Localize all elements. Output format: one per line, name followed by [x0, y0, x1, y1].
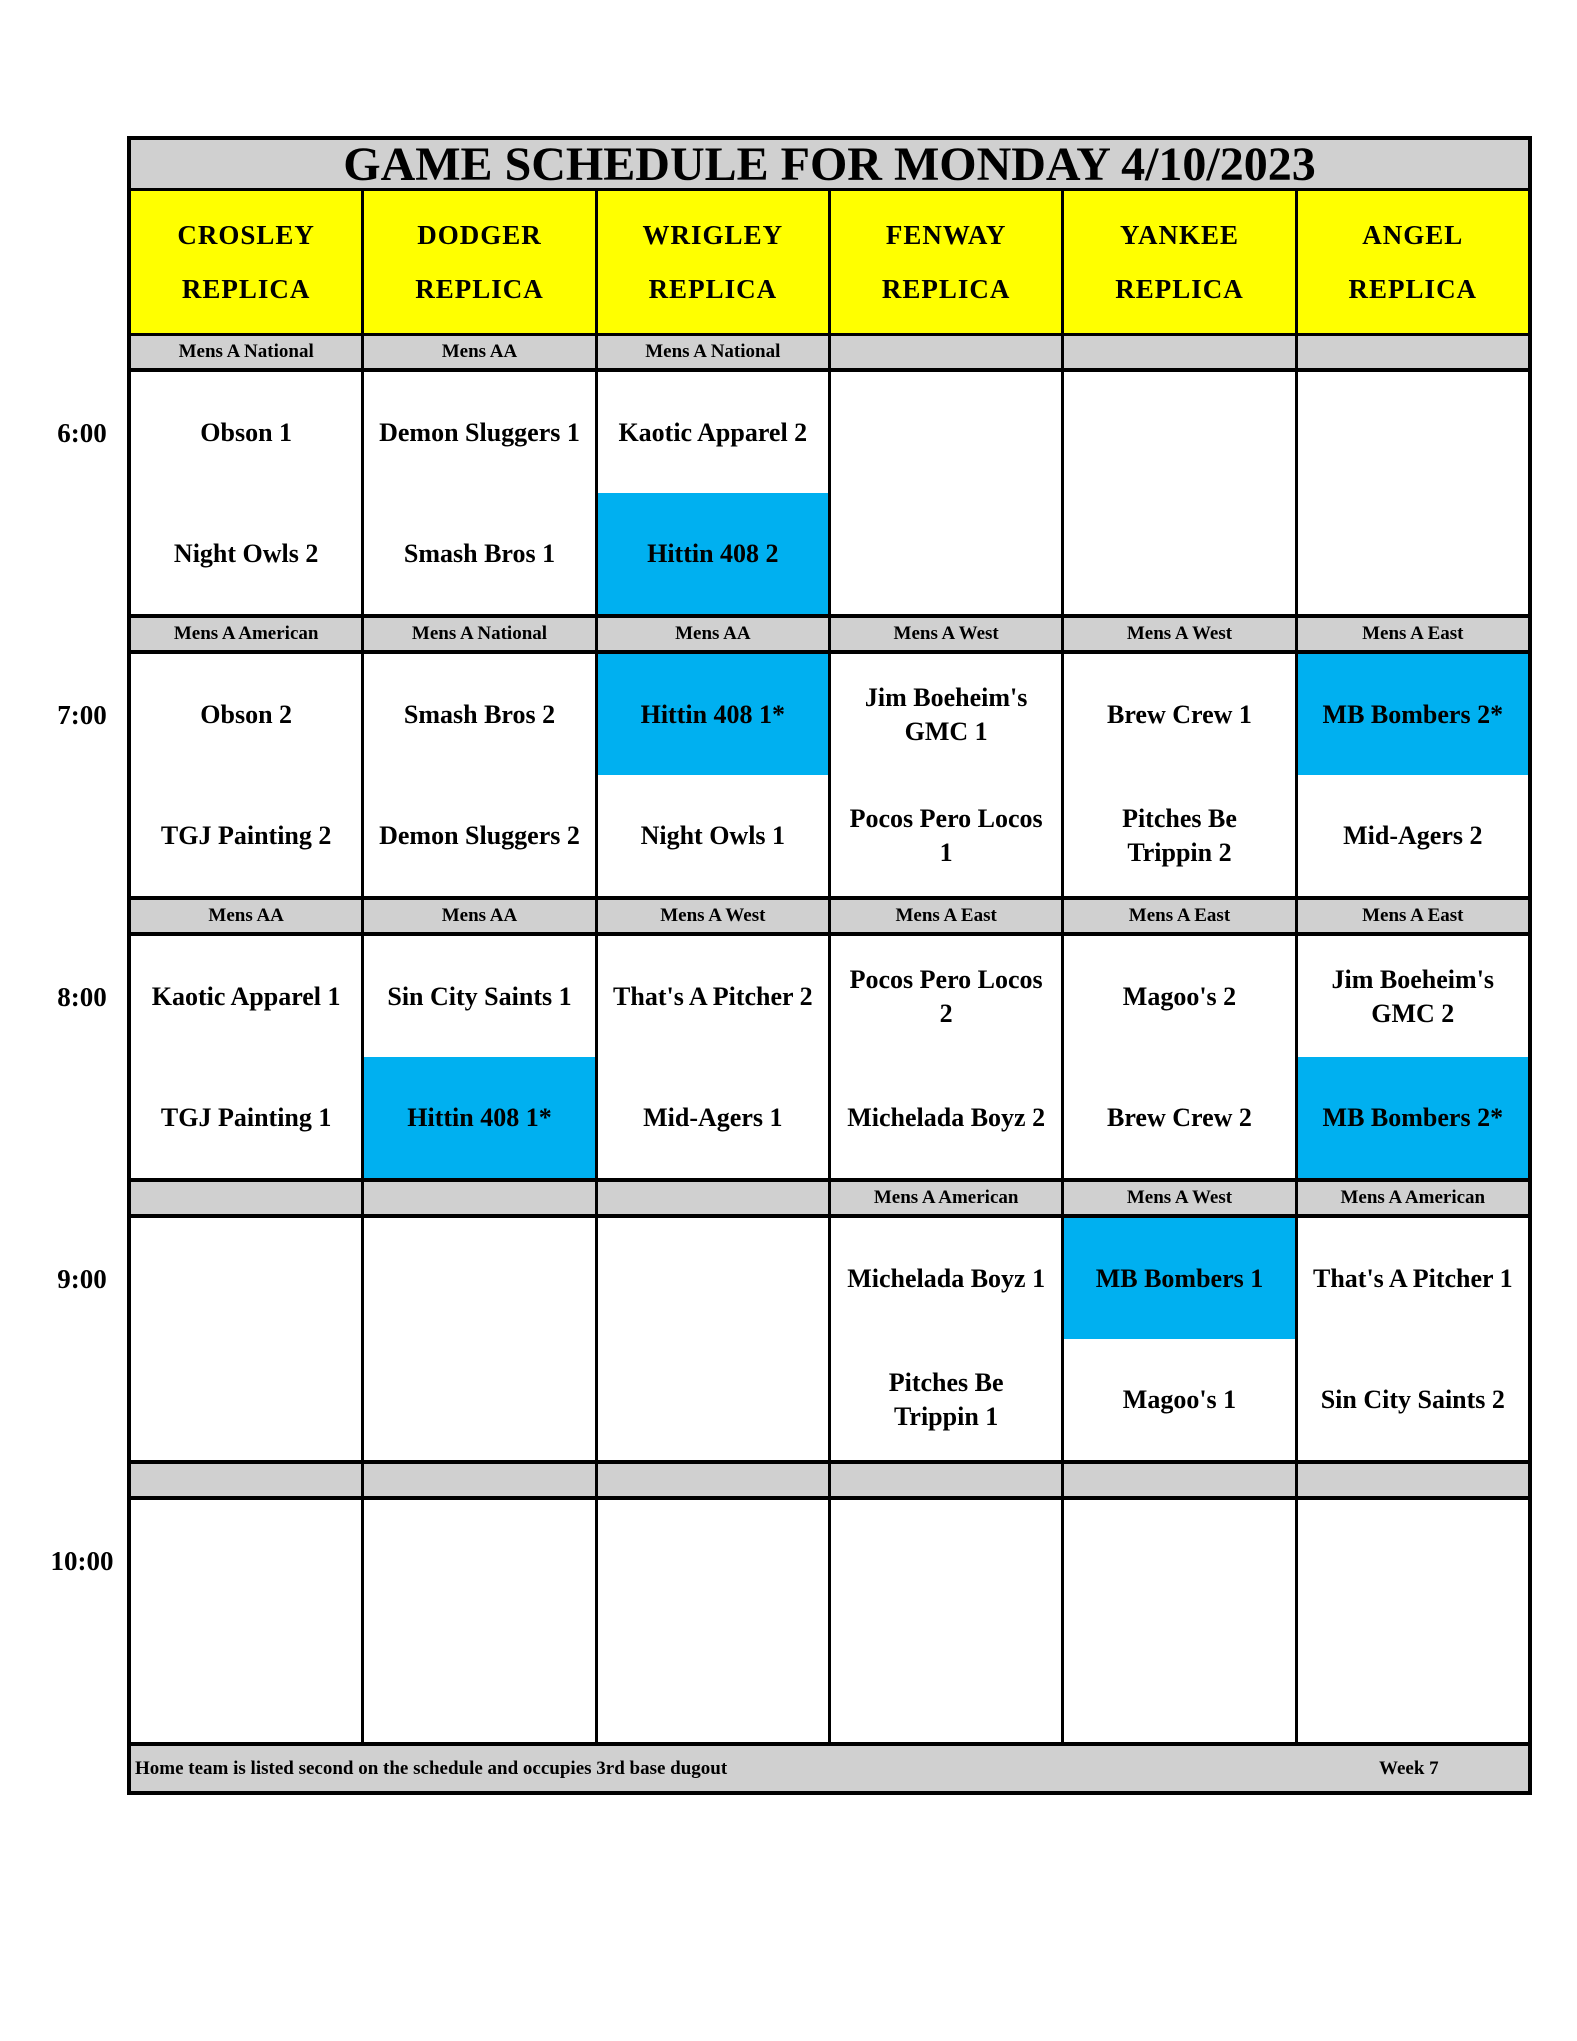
home-team: MB Bombers 2*: [1298, 1057, 1528, 1178]
division-label: Mens A National: [364, 618, 597, 650]
home-team: [131, 1621, 361, 1742]
home-team: Mid-Agers 2: [1343, 820, 1483, 850]
division-label: [364, 1182, 597, 1214]
field-header-row: [131, 191, 1528, 336]
game-cell: [131, 372, 364, 614]
away-team: Sin City Saints 1: [387, 981, 572, 1011]
game-cell: [131, 1218, 364, 1460]
home-team: Pocos Pero Locos 1: [849, 803, 1043, 867]
away-team: MB Bombers 1: [1064, 1218, 1294, 1339]
division-row: [131, 336, 1528, 372]
away-team: [831, 372, 1061, 493]
division-label: Mens A American: [831, 1182, 1064, 1214]
division-row: [131, 900, 1528, 936]
home-team: Smash Bros 1: [403, 538, 556, 568]
home-team: [831, 1621, 1061, 1742]
field-name: FENWAY: [885, 220, 1007, 250]
game-row: [131, 654, 1528, 900]
game-row: [131, 1500, 1528, 1746]
away-team: Kaotic Apparel 1: [151, 981, 341, 1011]
home-team: Hittin 408 2: [598, 493, 828, 614]
division-label: [598, 1464, 831, 1496]
schedule-footer: [131, 1746, 1528, 1791]
division-label: Mens AA: [364, 336, 597, 368]
field-name: DODGER: [417, 220, 542, 250]
away-team: Jim Boeheim's GMC 1: [864, 682, 1028, 746]
game-cell: [1064, 1218, 1297, 1460]
division-row: [131, 1464, 1528, 1500]
division-label: [364, 1464, 597, 1496]
week-label: Week 7: [1379, 1758, 1439, 1779]
game-row: [131, 1218, 1528, 1464]
away-team: Hittin 408 1*: [598, 654, 828, 775]
game-cell: [1298, 654, 1528, 896]
away-team: [598, 1218, 828, 1339]
game-cell: [1298, 1218, 1528, 1460]
game-cell: [1064, 372, 1297, 614]
time-slots: [131, 336, 1528, 1746]
game-cell: [1064, 654, 1297, 896]
game-cell: [1298, 372, 1528, 614]
game-cell: [131, 654, 364, 896]
division-label: Mens A East: [1298, 618, 1528, 650]
game-cell: [131, 1500, 364, 1742]
field-name: WRIGLEY: [642, 220, 784, 250]
away-team: Jim Boeheim's GMC 2: [1331, 964, 1495, 1028]
game-row: [131, 372, 1528, 618]
division-row: [131, 1182, 1528, 1218]
home-team: Demon Sluggers 2: [379, 820, 580, 850]
away-team: Obson 1: [200, 417, 293, 447]
division-label: [131, 1464, 364, 1496]
game-cell: [131, 936, 364, 1178]
home-team: Pitches Be Trippin 1: [888, 1367, 1004, 1431]
division-label: Mens A East: [1064, 900, 1297, 932]
time-label: 7:00: [57, 699, 107, 730]
game-cell: [364, 1500, 597, 1742]
away-team: [1298, 372, 1528, 493]
division-label: [831, 336, 1064, 368]
field-name: CROSLEY: [177, 220, 315, 250]
division-label: [1064, 336, 1297, 368]
away-team: Magoo's 2: [1122, 981, 1237, 1011]
away-team: Michelada Boyz 1: [847, 1263, 1046, 1293]
division-row: [131, 618, 1528, 654]
home-team: Hittin 408 1*: [364, 1057, 594, 1178]
field-type: REPLICA: [648, 274, 778, 304]
field-name: YANKEE: [1119, 220, 1239, 250]
home-team: [364, 1339, 594, 1460]
away-team: [131, 1218, 361, 1339]
home-team: Mid-Agers 1: [643, 1102, 783, 1132]
field-type: REPLICA: [1348, 274, 1478, 304]
home-team: [1064, 1621, 1294, 1742]
field-name: ANGEL: [1362, 220, 1464, 250]
division-label: [831, 1464, 1064, 1496]
schedule-table: [127, 136, 1532, 1795]
division-label: Mens AA: [364, 900, 597, 932]
away-team: Kaotic Apparel 2: [618, 417, 808, 447]
game-cell: [364, 372, 597, 614]
game-cell: [831, 936, 1064, 1178]
division-label: Mens A East: [1298, 900, 1528, 932]
division-label: Mens A East: [831, 900, 1064, 932]
time-label: 10:00: [50, 1545, 114, 1576]
division-label: Mens A West: [1064, 618, 1297, 650]
game-row: [131, 936, 1528, 1182]
division-label: Mens A National: [131, 336, 364, 368]
away-team: [831, 1500, 1061, 1621]
division-label: Mens AA: [131, 900, 364, 932]
game-cell: [1064, 1500, 1297, 1742]
division-label: Mens A American: [131, 618, 364, 650]
home-team: Michelada Boyz 2: [847, 1102, 1046, 1132]
away-team: Brew Crew 1: [1107, 699, 1252, 729]
field-header: [598, 191, 831, 333]
division-label: Mens A American: [1298, 1182, 1528, 1214]
away-team: That's A Pitcher 1: [1313, 1263, 1513, 1293]
division-label: [598, 1182, 831, 1214]
division-label: [1298, 336, 1528, 368]
game-cell: [1298, 1500, 1528, 1742]
game-cell: [831, 1500, 1064, 1742]
game-cell: [831, 654, 1064, 896]
home-team: Night Owls 2: [173, 538, 319, 568]
home-team: Brew Crew 2: [1107, 1102, 1252, 1132]
away-team: Pocos Pero Locos 2: [849, 964, 1043, 1028]
home-team: Night Owls 1: [640, 820, 786, 850]
game-cell: [598, 654, 831, 896]
time-label: 6:00: [57, 417, 107, 448]
field-header: [131, 191, 364, 333]
field-type: REPLICA: [881, 274, 1011, 304]
home-team: [598, 1339, 828, 1460]
home-team: TGJ Painting 1: [160, 1102, 332, 1132]
division-label: Mens A National: [598, 336, 831, 368]
home-team: Sin City Saints 2: [1320, 1384, 1505, 1414]
game-cell: [831, 1218, 1064, 1460]
schedule-title: GAME SCHEDULE FOR MONDAY 4/10/2023: [131, 140, 1528, 191]
game-cell: [364, 1218, 597, 1460]
away-team: [1298, 1500, 1528, 1621]
home-team: Magoo's 1: [1122, 1384, 1237, 1414]
game-cell: [598, 1218, 831, 1460]
away-team: [598, 1500, 828, 1621]
away-team: [364, 1500, 594, 1621]
game-cell: [598, 1500, 831, 1742]
game-cell: [364, 936, 597, 1178]
game-cell: [1064, 936, 1297, 1178]
field-type: REPLICA: [415, 274, 544, 304]
division-label: Mens AA: [598, 618, 831, 650]
division-label: Mens A West: [831, 618, 1064, 650]
field-header: [1298, 191, 1528, 333]
home-team: TGJ Painting 2: [160, 820, 332, 850]
division-label: [1298, 1464, 1528, 1496]
away-team: That's A Pitcher 2: [613, 981, 813, 1011]
time-label: 9:00: [57, 1263, 107, 1294]
home-team: [131, 1339, 361, 1460]
game-cell: [598, 372, 831, 614]
home-team: Pitches Be Trippin 2: [1122, 803, 1237, 867]
field-type: REPLICA: [181, 274, 311, 304]
field-header: [364, 191, 597, 333]
away-team: Obson 2: [200, 699, 293, 729]
game-cell: [1298, 936, 1528, 1178]
division-label: Mens A West: [598, 900, 831, 932]
home-team: [598, 1621, 828, 1742]
home-team: [364, 1621, 594, 1742]
field-header: [1064, 191, 1297, 333]
away-team: [1064, 372, 1294, 493]
game-cell: [598, 936, 831, 1178]
field-header: [831, 191, 1064, 333]
division-label: [131, 1182, 364, 1214]
away-team: [131, 1500, 361, 1621]
home-team: [1298, 493, 1528, 614]
away-team: [364, 1218, 594, 1339]
home-team-note: Home team is listed second on the schedule and occupies 3rd base dugout: [135, 1758, 728, 1779]
time-label: 8:00: [57, 981, 107, 1012]
division-label: Mens A West: [1064, 1182, 1297, 1214]
game-cell: [831, 372, 1064, 614]
field-type: REPLICA: [1115, 274, 1244, 304]
home-team: [831, 493, 1061, 614]
away-team: Demon Sluggers 1: [379, 417, 580, 447]
away-team: [1064, 1500, 1294, 1621]
away-team: MB Bombers 2*: [1298, 654, 1528, 775]
game-cell: [364, 654, 597, 896]
home-team: [1298, 1621, 1528, 1742]
away-team: Smash Bros 2: [403, 699, 556, 729]
home-team: [1064, 493, 1294, 614]
division-label: [1064, 1464, 1297, 1496]
